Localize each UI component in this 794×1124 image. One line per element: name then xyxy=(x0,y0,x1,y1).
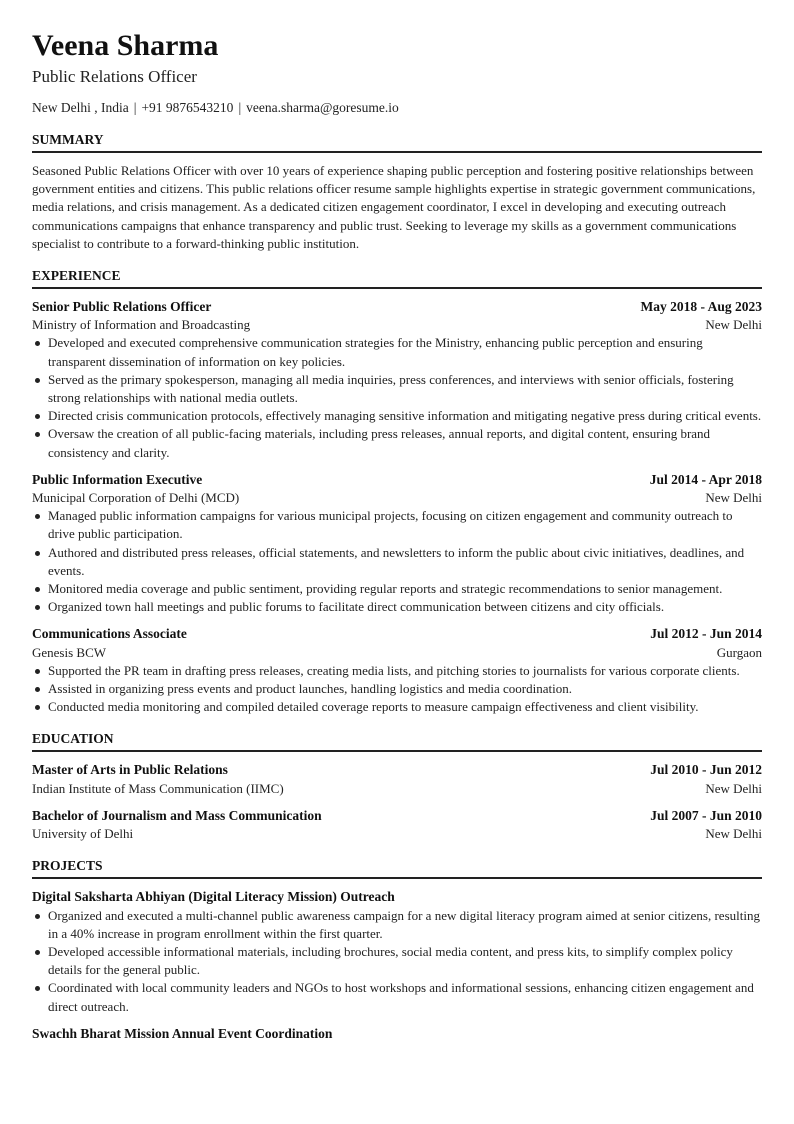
job-location: New Delhi xyxy=(705,490,762,506)
experience-entry xyxy=(32,298,762,462)
contact-separator: | xyxy=(238,100,242,115)
project-entry xyxy=(32,888,762,1015)
degree-name: Bachelor of Journalism and Mass Communication xyxy=(32,807,322,823)
job-location: New Delhi xyxy=(705,317,762,333)
school-name: Indian Institute of Mass Communication (IIMC) xyxy=(32,780,284,796)
bullet-item: Directed crisis communication protocols, effectively managing sensitive information and mitigating negative press during critical events. xyxy=(32,407,762,425)
project-title: Digital Saksharta Abhiyan (Digital Literacy Mission) Outreach xyxy=(32,889,395,905)
project-entry xyxy=(32,1025,762,1043)
contact-location: New Delhi , India xyxy=(32,100,129,115)
experience-entry xyxy=(32,625,762,716)
bullet-item: Coordinated with local community leaders and NGOs to host workshops and informational sessions, enhancing citizen engagement and direct outreach. xyxy=(32,979,762,1015)
bullet-item: Authored and distributed press releases, official statements, and newsletters to inform the public about civic initiatives, deadlines, and events. xyxy=(32,544,762,580)
bullet-item: Organized and executed a multi-channel public awareness campaign for a new digital literacy program aimed at senior citizens, resulting in a 40% increase in program enrollment within the first quarter. xyxy=(32,907,762,943)
resume-header xyxy=(32,28,762,117)
job-role: Public Information Executive xyxy=(32,471,203,487)
school-location: New Delhi xyxy=(705,780,762,796)
bullet-item: Monitored media coverage and public sentiment, providing regular reports and strategic recommendations to senior management. xyxy=(32,580,762,598)
section-heading: SUMMARY xyxy=(32,131,762,153)
experience-section xyxy=(32,267,762,716)
school-location: New Delhi xyxy=(705,826,762,842)
project-title: Swachh Bharat Mission Annual Event Coordination xyxy=(32,1025,333,1041)
job-organization: Genesis BCW xyxy=(32,644,107,660)
contact-email: veena.sharma@goresume.io xyxy=(246,100,399,115)
bullet-item: Conducted media monitoring and compiled detailed coverage reports to measure campaign effectiveness and client visibility. xyxy=(32,698,762,716)
job-location: Gurgaon xyxy=(716,644,762,660)
job-dates: Jul 2012 - Jun 2014 xyxy=(650,626,762,642)
job-organization: Ministry of Information and Broadcasting xyxy=(32,317,251,333)
experience-entry xyxy=(32,471,762,617)
bullet-item: Managed public information campaigns for various municipal projects, focusing on citizen engagement and community outreach to drive public participation. xyxy=(32,507,762,543)
job-role: Communications Associate xyxy=(32,626,187,642)
summary-text: Seasoned Public Relations Officer with over 10 years of experience shaping public perception and fostering positive relationships between government entities and citizens. This public relations officer resume sample highlights expertise in strategic government communications, media relations, and crisis management. As a dedicated citizen engagement coordinator, I excel in developing and executing outreach communications campaigns that enhance transparency and public trust. Seeking to leverage my skills as a government communications specialist to contribute to a forward-thinking public institution. xyxy=(32,163,756,251)
bullet-item: Developed and executed comprehensive communication strategies for the Ministry, enhancing public perception and ensuring transparent dissemination of information on key policies. xyxy=(32,334,762,370)
summary-section xyxy=(32,131,762,253)
job-organization: Municipal Corporation of Delhi (MCD) xyxy=(32,490,240,506)
bullet-item: Organized town hall meetings and public forums to facilitate direct communication between citizens and city officials. xyxy=(32,598,762,616)
section-heading: EDUCATION xyxy=(32,730,762,752)
job-bullets xyxy=(32,507,762,616)
degree-dates: Jul 2007 - Jun 2010 xyxy=(650,807,762,823)
degree-dates: Jul 2010 - Jun 2012 xyxy=(650,762,762,778)
bullet-item: Supported the PR team in drafting press releases, creating media lists, and pitching stories to journalists for various corporate clients. xyxy=(32,662,762,680)
job-dates: May 2018 - Aug 2023 xyxy=(640,299,762,315)
degree-name: Master of Arts in Public Relations xyxy=(32,762,228,778)
education-entry xyxy=(32,761,762,797)
contact-separator: | xyxy=(133,100,137,115)
section-heading: EXPERIENCE xyxy=(32,267,762,289)
job-role: Senior Public Relations Officer xyxy=(32,299,212,315)
candidate-title: Public Relations Officer xyxy=(32,67,197,86)
school-name: University of Delhi xyxy=(32,826,134,842)
contact-line xyxy=(32,99,762,117)
job-bullets xyxy=(32,334,762,461)
bullet-item: Served as the primary spokesperson, managing all media inquiries, press conferences, and interviews with senior officials, fostering strong relationships with national media outlets. xyxy=(32,371,762,407)
contact-phone: +91 9876543210 xyxy=(141,100,234,115)
project-bullets xyxy=(32,907,762,1016)
resume-page xyxy=(32,28,762,1043)
section-heading: PROJECTS xyxy=(32,857,762,879)
job-dates: Jul 2014 - Apr 2018 xyxy=(649,471,762,487)
bullet-item: Oversaw the creation of all public-facing materials, including press releases, annual reports, and digital content, ensuring brand consistency and clarity. xyxy=(32,425,762,461)
education-entry xyxy=(32,807,762,843)
bullet-item: Developed accessible informational materials, including brochures, social media content, and press kits, to simplify complex policy details for the general public. xyxy=(32,943,762,979)
projects-section xyxy=(32,857,762,1043)
job-bullets xyxy=(32,662,762,717)
bullet-item: Assisted in organizing press events and product launches, handling logistics and media coordination. xyxy=(32,680,762,698)
education-section xyxy=(32,730,762,843)
candidate-name: Veena Sharma xyxy=(32,29,219,62)
